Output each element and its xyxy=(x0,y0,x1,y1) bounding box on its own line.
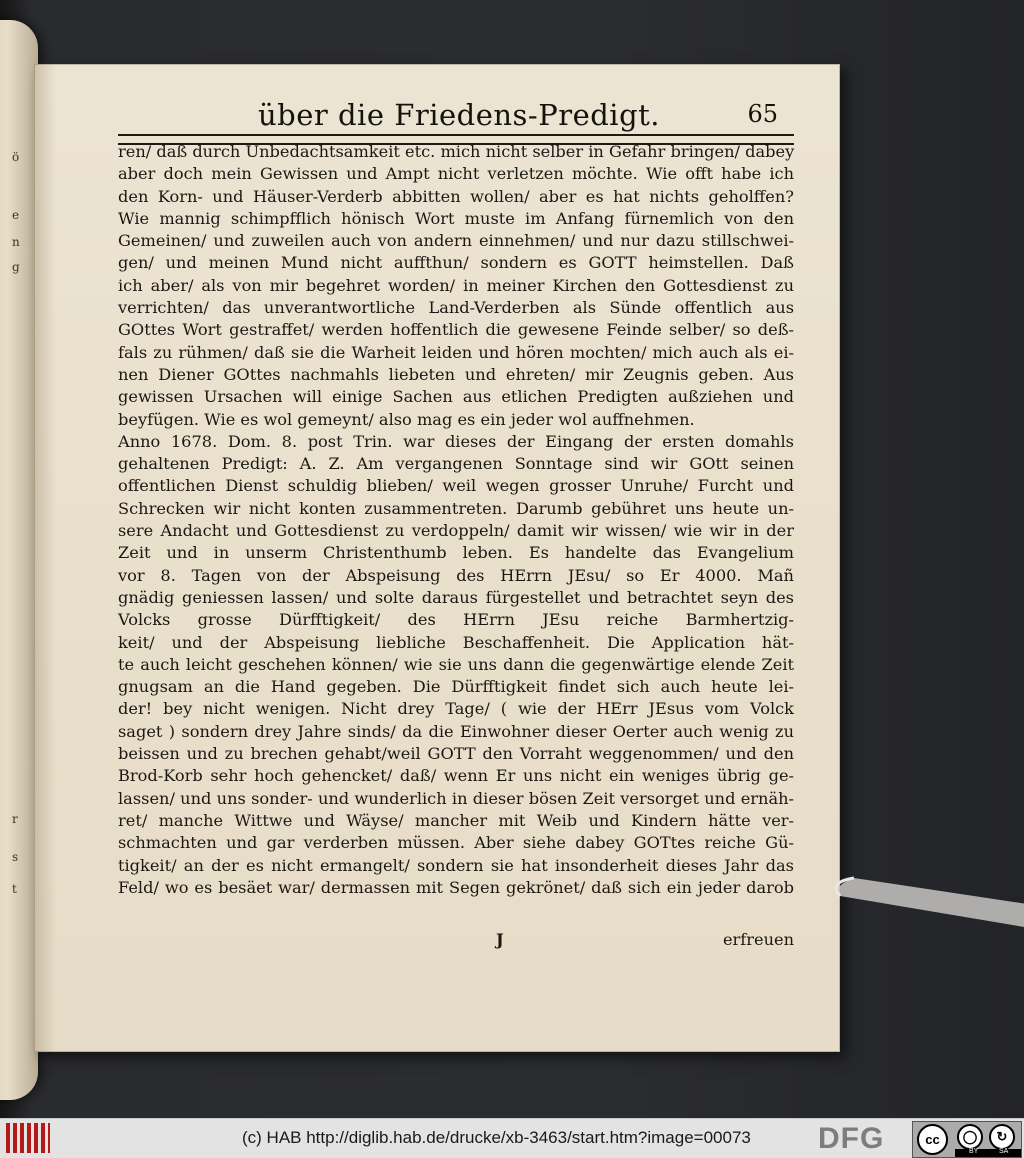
text-line: aber doch mein Gewissen und Ampt nicht verletzen möchte. Wie offt habe ich xyxy=(118,164,794,184)
running-head: über die Friedens-Predigt. xyxy=(258,98,661,132)
cc-license-badge[interactable] xyxy=(912,1121,1022,1158)
text-line: ich aber/ als von mir begehret worden/ in meiner Kirchen den Gottesdienst zu xyxy=(118,275,794,295)
book-page xyxy=(34,64,840,1052)
text-line: gehaltenen Predigt: A. Z. Am vergangenen Sonntage sind wir GOtt seinen xyxy=(118,454,794,474)
text-line: vor 8. Tagen von der Abspeisung des HErrn JEsu/ so Er 4000. Mañ xyxy=(118,565,794,585)
text-line: Schrecken wir nicht konten zusammentreten. Darumb gebühret uns heute un- xyxy=(118,498,794,518)
text-line: ren/ daß durch Unbedachtsamkeit etc. mich nicht selber in Gefahr bringen/ dabey xyxy=(118,142,795,161)
text-line: GOttes Wort gestraffet/ werden hoffentlich die gewesene Feinde selber/ so deß- xyxy=(118,320,794,340)
sa-icon: ↻ xyxy=(989,1124,1015,1150)
bookmark-strip xyxy=(824,868,1024,932)
text-line: offentlichen Dienst schuldig blieben/ weil wegen grosser Unruhe/ Furcht und xyxy=(118,476,794,496)
text-line: fals zu rühmen/ daß sie die Warheit leiden und hören mochten/ mich auch als ei- xyxy=(118,342,794,362)
signature-mark: J xyxy=(496,930,504,949)
text-line: Gemeinen/ und zuweilen auch von andern einnehmen/ und nur dazu stillschwei- xyxy=(118,231,794,251)
text-line: Wie mannig schimpfflich hönisch Wort muste im Anfang fürnemlich von den xyxy=(118,208,794,228)
text-line: der! bey nicht wenigen. Nicht drey Tage/ ( wie der HErr JEsus vom Volck xyxy=(118,699,794,719)
text-line: gewissen Ursachen will einige Sachen aus etlichen Predigten außziehen und xyxy=(118,387,794,407)
text-line: schmachten und gar verderben müssen. Aber siehe dabey GOTtes reiche Gü- xyxy=(118,833,794,853)
text-line: beissen und zu brechen gehabt/weil GOTT den Vorraht weggenommen/ und den xyxy=(118,744,794,764)
text-line: Feld/ wo es besäet war/ dermassen mit Segen gekrönet/ daß sich ein jeder darob xyxy=(118,877,794,897)
page-number: 65 xyxy=(747,100,778,128)
cc-icon: cc xyxy=(917,1124,948,1155)
text-line: te auch leicht geschehen können/ wie sie uns dann die gegenwärtige elende Zeit xyxy=(118,654,794,674)
text-line: Anno 1678. Dom. 8. post Trin. war dieses der Eingang der ersten domahls xyxy=(118,431,794,451)
text-line: den Korn- und Häuser-Verderb abbitten wollen/ aber es hat nichts geholffen? xyxy=(118,186,794,206)
dfg-logo: DFG xyxy=(818,1122,885,1155)
text-line: Volcks grosse Dürfftigkeit/ des HErrn JEsu reiche Barmhertzig- xyxy=(118,610,794,630)
text-line: nen Diener GOttes nachmahls liebeten und ehreten/ mir Zeugnis geben. Aus xyxy=(118,364,794,384)
text-line: sere Andacht und Gottesdienst zu verdoppeln/ damit wir wissen/ wie wir in der xyxy=(118,521,794,541)
page-footer-line xyxy=(118,930,794,952)
sa-label: SA xyxy=(999,1148,1009,1155)
text-line: gen/ und meinen Mund nicht auffthun/ sondern es GOTT heimstellen. Daß xyxy=(118,253,794,273)
by-icon: ◯ xyxy=(957,1124,983,1150)
text-line: Brod-Korb sehr hoch gehencket/ daß/ wenn Er uns nicht ein weniges übrig ge- xyxy=(118,766,794,786)
license-label-bar xyxy=(955,1149,1021,1157)
text-line: keit/ und der Abspeisung liebliche Beschaffenheit. Die Application hät- xyxy=(118,632,794,652)
text-line: beyfügen. Wie es wol gemeynt/ also mag es ein jeder wol auffnehmen. xyxy=(118,409,695,429)
text-line: gnugsam an die Hand gegeben. Die Dürfftigkeit findet sich auch heute lei- xyxy=(118,677,794,697)
catchword: erfreuen xyxy=(722,930,794,949)
text-line: lassen/ und uns sonder- und wunderlich in dieser bösen Zeit versorget und ernäh- xyxy=(118,788,794,808)
by-label: BY xyxy=(969,1148,979,1155)
copyright-link[interactable]: (c) HAB http://diglib.hab.de/drucke/xb-3463/start.htm?image=00073 xyxy=(242,1128,751,1147)
page-header xyxy=(258,98,778,134)
body-text xyxy=(118,142,794,900)
text-line: ret/ manche Wittwe und Wäyse/ mancher mit Weib und Kindern hätte ver- xyxy=(118,810,794,830)
text-line: tigkeit/ an der es nicht ermangelt/ sondern sie hat insonderheit dieses Jahr das xyxy=(118,855,794,875)
facing-page-edge: ö e n g r s t xyxy=(0,20,38,1100)
text-line: gnädig geniessen lassen/ und solte daraus fürgestellet und betrachtet seyn des xyxy=(118,587,794,607)
viewer-footer xyxy=(0,1118,1024,1158)
text-line: saget ) sondern drey Jahre sinds/ da die Einwohner dieser Oerter auch wenig zu xyxy=(118,721,794,741)
text-line: verrichten/ das unverantwortliche Land-Verderben als Sünde offentlich aus xyxy=(118,298,794,318)
text-line: Zeit und in unserm Christenthumb leben. Es handelte das Evangelium xyxy=(118,543,794,563)
hab-logo xyxy=(6,1123,50,1153)
